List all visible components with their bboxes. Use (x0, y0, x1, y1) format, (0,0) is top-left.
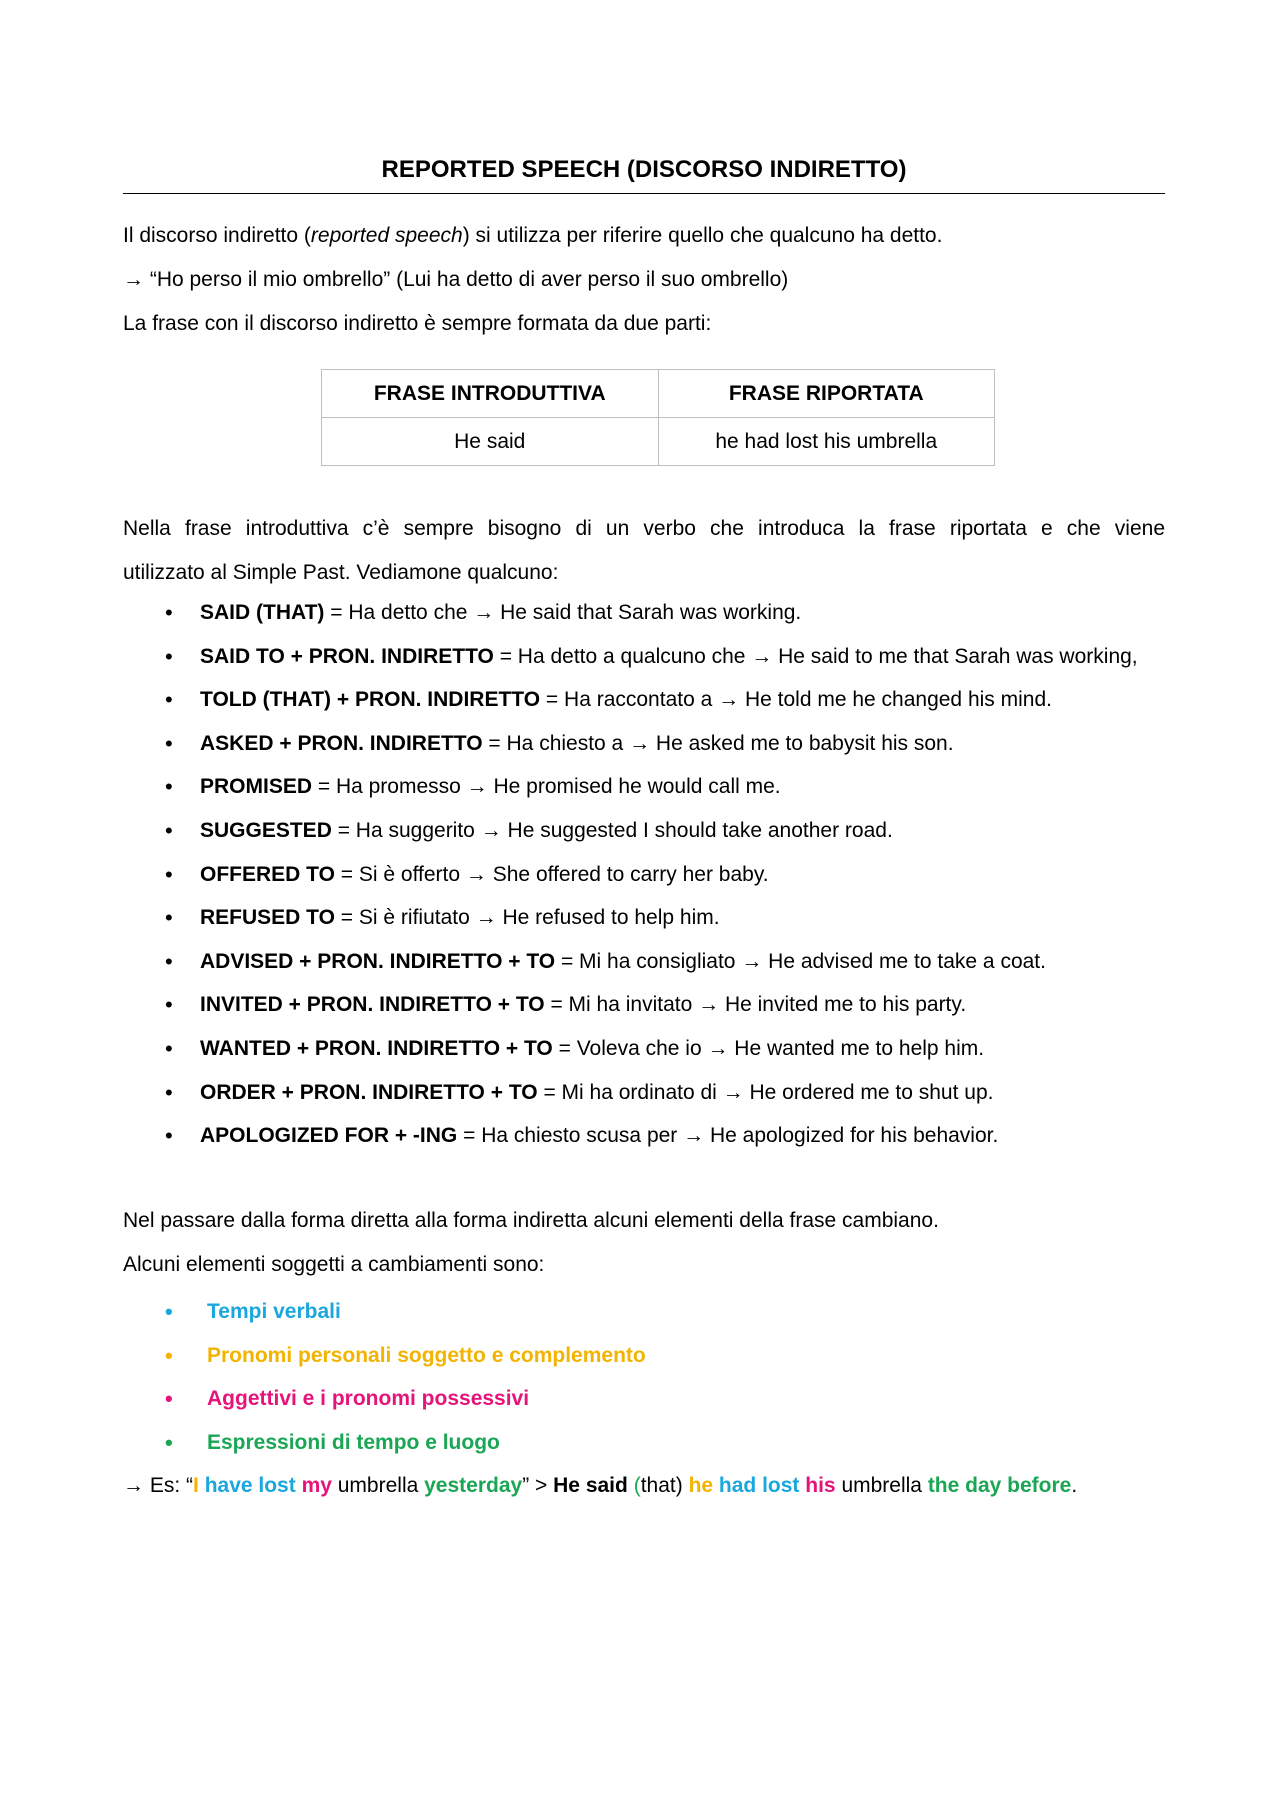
list-item: • INVITED + PRON. INDIRETTO + TO = Mi ha invitato → He invited me to his party. (123, 983, 1138, 1027)
bullet-icon: • (165, 948, 173, 974)
reported-speech-italic: reported speech (310, 224, 463, 247)
arrow-icon: → (629, 731, 651, 755)
arrow-icon: → (741, 949, 763, 973)
bullet-icon: • (165, 905, 173, 931)
arrow-icon: → (480, 818, 502, 842)
arrow-icon: → (475, 906, 497, 930)
bullet-icon: • (165, 730, 173, 756)
arrow-icon: → (473, 601, 495, 624)
bullet-icon: • (165, 774, 173, 800)
arrow-icon: → (465, 862, 487, 886)
bullet-icon: • (165, 1123, 173, 1149)
bullet-icon: • (165, 817, 173, 843)
bullet-icon: • (165, 643, 173, 669)
list-item: • ASKED + PRON. INDIRETTO = Ha chiesto a → He asked me to babysit his son. (123, 722, 1138, 766)
verbs-list (123, 591, 1138, 1158)
table-header-cell: FRASE INTRODUTTIVA (322, 370, 659, 418)
list-item: • Espressioni di tempo e luogo (123, 1421, 646, 1465)
bullet-icon: • (165, 1386, 173, 1412)
page-title: REPORTED SPEECH (DISCORSO INDIRETTO) (381, 156, 907, 183)
table-header-cell: FRASE RIPORTATA (658, 370, 995, 418)
list-item: • SUGGESTED = Ha suggerito → He suggested I should take another road. (123, 809, 1138, 853)
list-item: • ADVISED + PRON. INDIRETTO + TO = Mi ha consigliato → He advised me to take a coat. (123, 940, 1138, 984)
arrow-icon: → (722, 1080, 744, 1104)
list-item: • Aggettivi e i pronomi possessivi (123, 1377, 646, 1421)
changes-intro-line-2: Alcuni elementi soggetti a cambiamenti sono: (123, 1253, 545, 1276)
list-item: • OFFERED TO = Si è offerto → She offered to carry her baby. (123, 853, 1138, 897)
changes-intro-line-1: Nel passare dalla forma diretta alla forma indiretta alcuni elementi della frase cambiano. (123, 1209, 939, 1232)
table-header-row (322, 370, 995, 418)
list-item: • SAID (THAT) = Ha detto che → He said that Sarah was working. (123, 591, 1138, 635)
bullet-icon: • (165, 1079, 173, 1105)
table-row (322, 418, 995, 466)
arrow-icon: → (123, 268, 144, 291)
list-item: • ORDER + PRON. INDIRETTO + TO = Mi ha ordinato di → He ordered me to shut up. (123, 1071, 1138, 1115)
changes-list (123, 1290, 646, 1464)
table-cell: He said (322, 418, 659, 466)
list-item: • Pronomi personali soggetto e complemento (123, 1334, 646, 1378)
bullet-icon: • (165, 1342, 173, 1368)
arrow-icon: → (123, 1474, 144, 1497)
list-item: • Tempi verbali (123, 1290, 646, 1334)
bullet-icon: • (165, 1035, 173, 1061)
example-sentence: → Es: “I have lost my umbrella yesterday” > He said (that) he had lost his umbrella the day before. (123, 1474, 1078, 1497)
title-underline (123, 193, 1165, 194)
intro-line-1: Il discorso indiretto (reported speech) si utilizza per riferire quello che qualcuno ha detto. (123, 224, 943, 247)
arrow-icon: → (466, 775, 488, 799)
bullet-icon: • (165, 1299, 173, 1324)
list-item: • SAID TO + PRON. INDIRETTO = Ha detto a qualcuno che → He said to me that Sarah was working, (123, 635, 1138, 679)
structure-table (321, 369, 995, 466)
list-item: • PROMISED = Ha promesso → He promised he would call me. (123, 765, 1138, 809)
arrow-icon: → (751, 644, 773, 668)
arrow-icon: → (718, 688, 740, 712)
list-item: • REFUSED TO = Si è rifiutato → He refused to help him. (123, 896, 1138, 940)
bullet-icon: • (165, 861, 173, 887)
arrow-icon: → (707, 1036, 729, 1060)
bullet-icon: • (165, 1429, 173, 1455)
intro-line-2: → “Ho perso il mio ombrello” (Lui ha detto di aver perso il suo ombrello) (123, 268, 789, 291)
arrow-icon: → (698, 993, 720, 1017)
list-item: • TOLD (THAT) + PRON. INDIRETTO = Ha raccontato a → He told me he changed his mind. (123, 678, 1138, 722)
verbs-intro-paragraph: Nella frase introduttiva c’è sempre bisogno di un verbo che introduca la frase riportata e che viene utilizzato al Simple Past. Vediamone qualcuno: (123, 517, 1165, 584)
table-cell: he had lost his umbrella (658, 418, 995, 466)
bullet-icon: • (165, 600, 173, 625)
bullet-icon: • (165, 992, 173, 1018)
list-item: • APOLOGIZED FOR + -ING = Ha chiesto scusa per → He apologized for his behavior. (123, 1114, 1138, 1158)
arrow-icon: → (683, 1124, 705, 1148)
list-item: • WANTED + PRON. INDIRETTO + TO = Voleva che io → He wanted me to help him. (123, 1027, 1138, 1071)
intro-line-3: La frase con il discorso indiretto è sempre formata da due parti: (123, 312, 712, 335)
bullet-icon: • (165, 687, 173, 713)
